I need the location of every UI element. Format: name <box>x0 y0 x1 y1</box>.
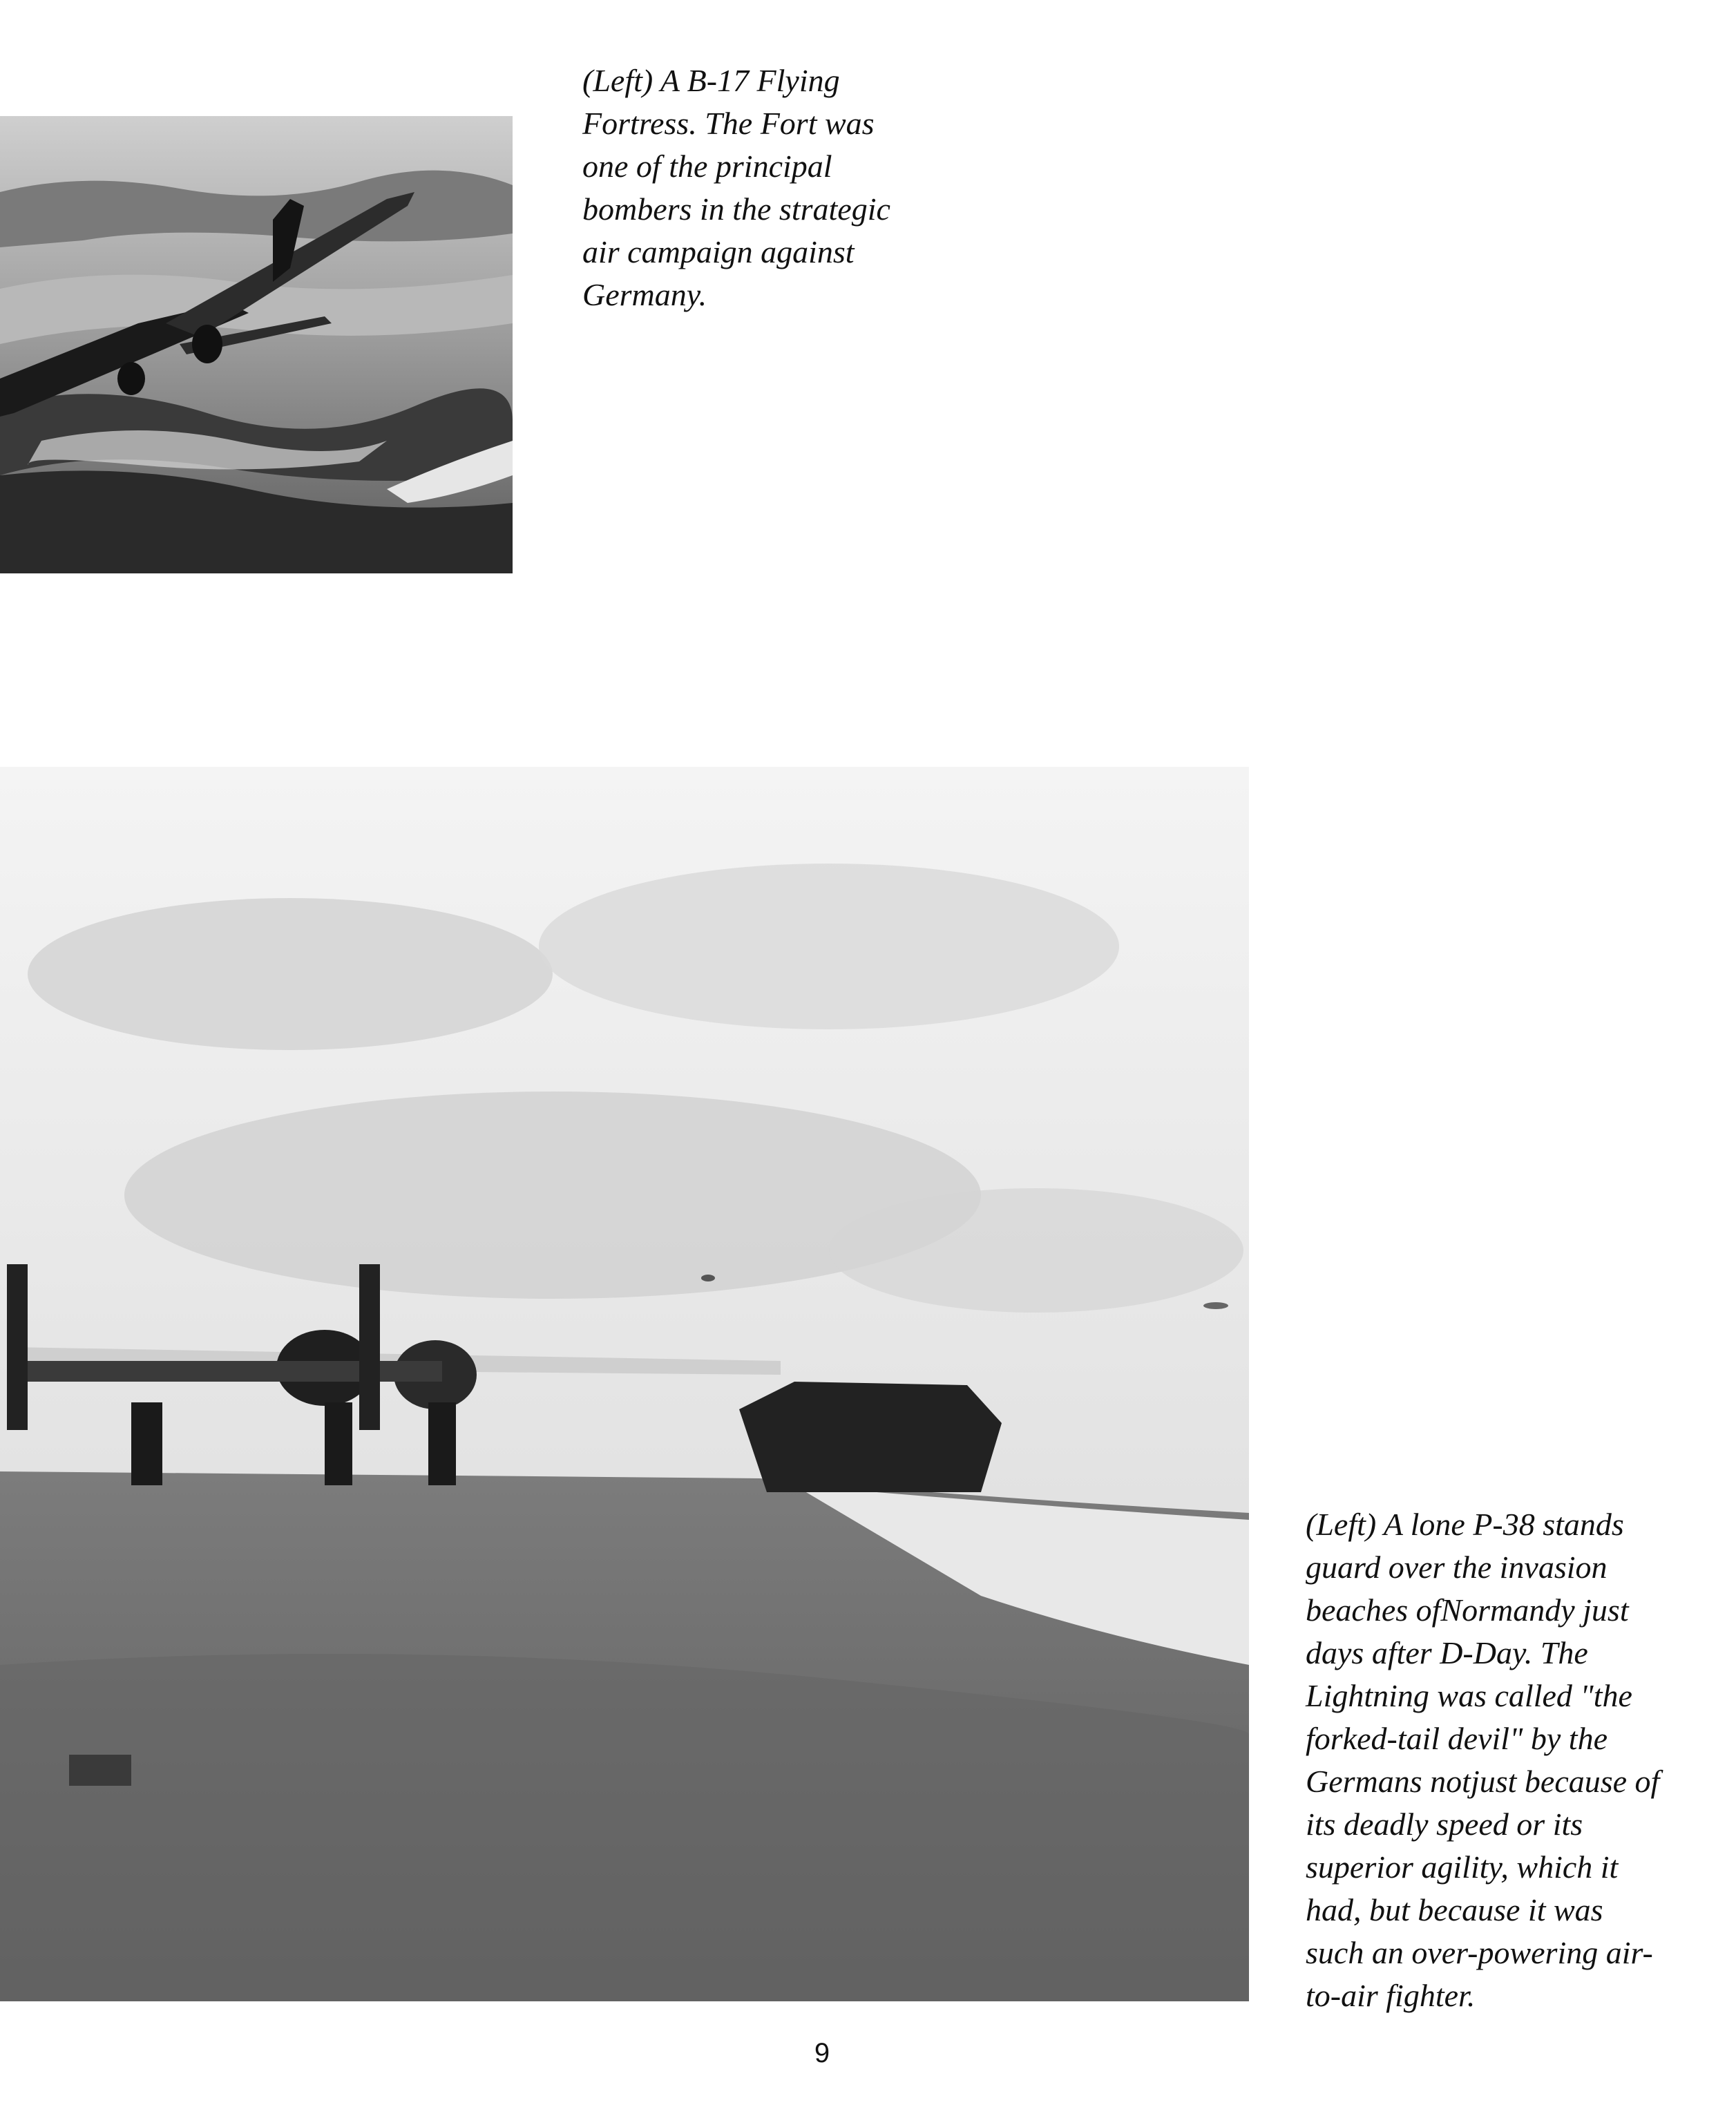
caption-line: forked-tail devil" by the <box>1306 1721 1608 1756</box>
b17-photo <box>0 116 513 573</box>
b17-caption <box>582 59 969 316</box>
caption-line: beaches ofNormandy just <box>1306 1592 1629 1628</box>
caption-line: days after D-Day. The <box>1306 1635 1588 1670</box>
caption-line: Germany. <box>582 277 707 312</box>
caption-line: had, but because it was <box>1306 1892 1603 1927</box>
caption-line: guard over the invasion <box>1306 1550 1608 1585</box>
caption-line: Fortress. The Fort was <box>582 106 875 141</box>
caption-line: (Left) A lone P-38 stands <box>1306 1507 1624 1542</box>
caption-line: its deadly speed or its <box>1306 1807 1583 1842</box>
caption-line: bombers in the strategic <box>582 191 890 227</box>
p38-caption <box>1306 1503 1720 2017</box>
caption-line: air campaign against <box>582 234 855 269</box>
caption-line: one of the principal <box>582 149 832 184</box>
caption-line: Lightning was called "the <box>1306 1678 1632 1713</box>
caption-line: superior agility, which it <box>1306 1849 1619 1885</box>
page-number: 9 <box>814 2038 830 2068</box>
p38-photo <box>0 767 1249 2001</box>
caption-line: such an over-powering air- <box>1306 1935 1653 1970</box>
caption-line: to-air fighter. <box>1306 1978 1476 2013</box>
caption-line: (Left) A B-17 Flying <box>582 63 840 98</box>
caption-line: Germans notjust because of <box>1306 1764 1660 1799</box>
